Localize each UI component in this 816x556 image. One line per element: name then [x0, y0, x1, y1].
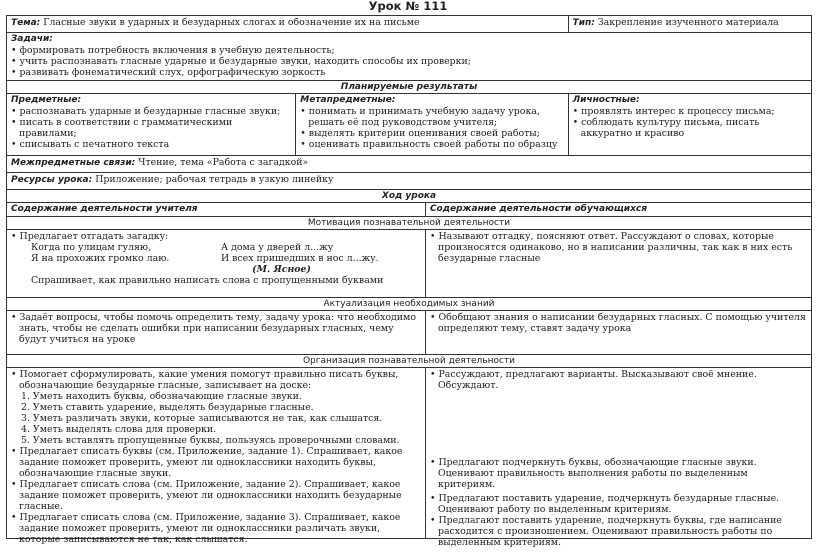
stage1-content	[7, 230, 811, 298]
stage-actualization: Актуализация необходимых знаний	[7, 298, 811, 311]
results-row	[7, 94, 811, 156]
meta-results: Метапредметные: • понимать и принимать учебную задачу урока, решать её под руководством учителя; • выделять критерии оценивания своей работы; • оценивать правильность своей работы по образцу	[296, 94, 568, 155]
stage1-teacher: • Предлагает отгадать загадку: Когда по улицам гуляю, Я на прохожих громко лаю. А дома у дверей л...жу И всех пришедших в нос л...жу. (М. Ясное) Спрашивает, как правильно написать слова с пропущенными буквами	[7, 230, 426, 297]
stage2-content	[7, 311, 811, 355]
course-header: Ход урока	[7, 190, 811, 203]
results-header: Планируемые результаты	[7, 81, 811, 94]
task-item: • развивать фонематический слух, орфографическую зоркость	[11, 67, 326, 78]
stage3-students: • Рассуждают, предлагают варианты. Высказывают своё мнение. Обсуждают. • Предлагают подчеркнуть буквы, обозначающие гласные звуки. Оценивают правильность выполнения работы по выделенным критериям. • Предлагают поставить ударение, подчеркнуть безударные гласные. Оценивают работу по выделенным критериям. • Предлагают поставить ударение, подчеркнуть буквы, где написание расходится с произношением. Оценивают правильность работы по выделенным критериям.	[429, 369, 782, 548]
subject-results: Предметные: • распознавать ударные и безударные гласные звуки; • писать в соответствии с грамматическими правилами; • списывать с печатного текста	[7, 94, 296, 155]
stage3-teacher: • Помогает сформулировать, какие умения помогут правильно писать буквы, обозначающие безударные гласные, записывает на доске: 1. Уметь находить буквы, обозначающие гласные звуки. 2. Уметь ставить ударение, выделять безударные гласные. 3. Уметь различать звуки, которые записываются не так, как слышатся. 4. Уметь выделять слова для проверки. 5. Уметь вставлять пропущенные буквы, пользуясь проверочными словами. • Предлагает списать буквы (см. Приложение, задание 1). Спрашивает, какое задание поможет проверить, умеют ли одноклассники находить буквы, обозначающие гласные звуки. • Предлагает списать слова (см. Приложение, задание 2). Спрашивает, какое задание поможет проверить, умеют ли одноклассники находить безударные гласные. • Предлагает списать слова (см. Приложение, задание 3). Спрашивает, какое задание поможет проверить, умеют ли одноклассники различать звуки, которые записываются не так, как слышатся.	[7, 368, 426, 538]
topic-cell	[7, 16, 569, 32]
topic-row	[7, 16, 811, 33]
type-label: Тип:	[572, 18, 595, 28]
task-item: • учить распознавать гласные ударные и безударные звуки, находить способы их проверки;	[11, 56, 471, 67]
topic-value: Гласные звуки в ударных и безударных слогах и обозначение их на письме	[43, 17, 420, 28]
type-cell	[569, 16, 811, 32]
stage-motivation: Мотивация познавательной деятельности	[7, 217, 811, 230]
tasks-row	[7, 33, 811, 81]
type-value: Закрепление изученного материала	[597, 17, 779, 28]
lesson-plan-table	[6, 15, 812, 548]
stage1-students: • Называют отгадку, поясняют ответ. Рассуждают о словах, которые произносятся одинаково, но в написании различны, так как в них есть безударные гласные	[429, 231, 793, 264]
page-title: Урок № 111	[368, 0, 448, 13]
resources-row: Ресурсы урока: Приложение; рабочая тетрадь в узкую линейку	[7, 173, 811, 190]
stage2-teacher: • Задаёт вопросы, чтобы помочь определить тему, задачу урока: что необходимо знать, чтобы не сделать ошибки при написании безударных гласных, чему будут учиться на уроке	[7, 311, 426, 354]
teacher-header: Содержание деятельности учителя	[7, 203, 426, 216]
column-headers	[7, 203, 811, 217]
students-header: Содержание деятельности обучающихся	[429, 204, 648, 214]
stage3-content	[7, 368, 811, 548]
personal-results: Личностные: • проявлять интерес к процессу письма; • соблюдать культуру письма, писать аккуратно и красиво	[572, 95, 775, 139]
stage-organization: Организация познавательной деятельности	[7, 355, 811, 368]
task-item: • формировать потребность включения в учебную деятельность;	[11, 45, 335, 56]
tasks-label: Задачи:	[11, 34, 53, 44]
topic-label: Тема:	[11, 18, 41, 28]
links-row: Межпредметные связи: Чтение, тема «Работа с загадкой»	[7, 156, 811, 173]
stage2-students: • Обобщают знания о написании безударных гласных. С помощью учителя определяют тему, ставят задачу урока	[429, 312, 806, 334]
tasks-cell	[7, 33, 811, 80]
